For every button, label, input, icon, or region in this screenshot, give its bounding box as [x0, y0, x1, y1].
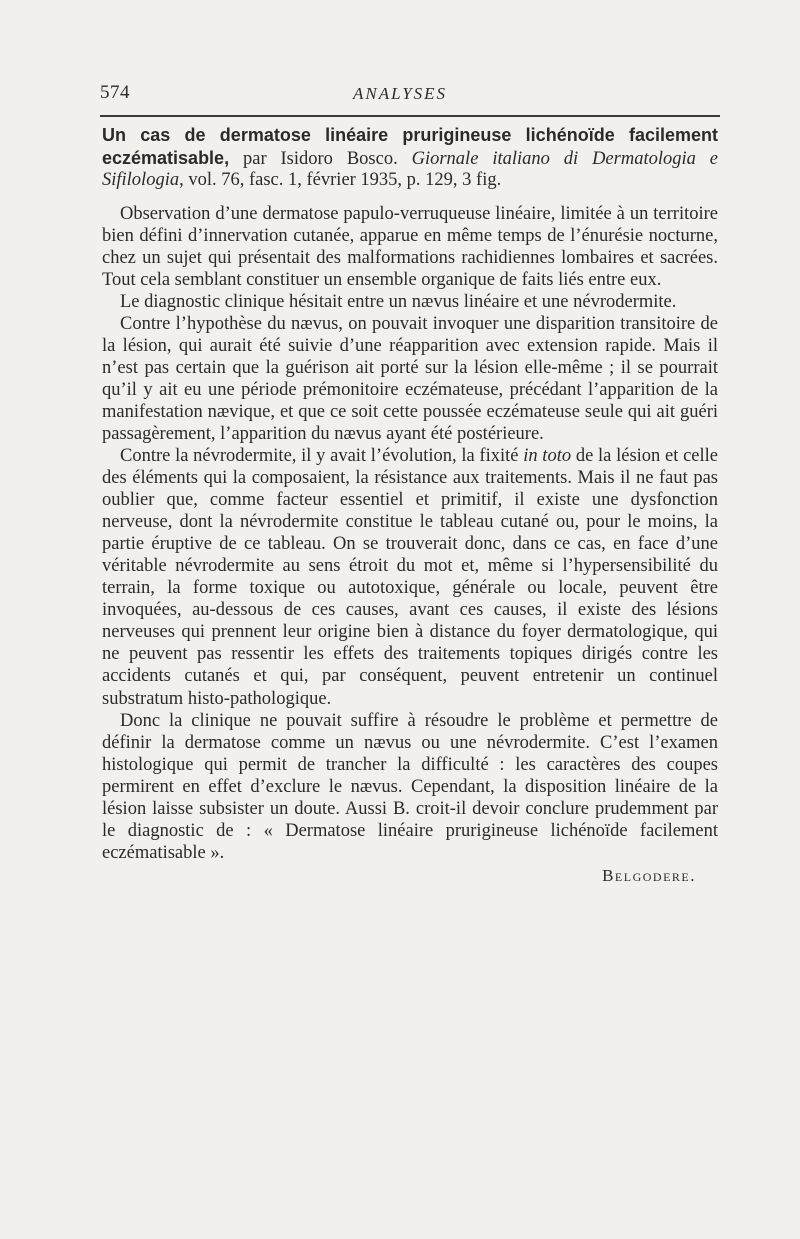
- article-citation: , vol. 76, fasc. 1, février 1935, p. 129, 3 fig.: [179, 170, 502, 190]
- header-rule: [100, 115, 720, 117]
- paragraph-4: [102, 445, 718, 710]
- running-title: ANALYSES: [352, 84, 448, 103]
- paragraph-4-rest: de la lésion et celle des éléments qui la composaient, la résistance aux traitements. Mais il ne faut pas oublier que, comme facteur essentiel et primitif, il existe une dysfonction nerveuse, dont la névrodermite constitue le tableau cutané ou, pour le moins, la partie éruptive de ce tableau. On se trouverait donc, dans ce cas, en face d’une véritable névrodermite au sens étroit du mot et, même si l’hypersensibilité du terrain, la forme toxique ou autotoxique, générale ou locale, peuvent être invoquées, au-dessous de ces causes, avant ces causes, il existe des lésions nerveuses qui prennent leur origine bien à distance du foyer dermatologique, qui ne peuvent pas ressentir les effets des traitements topiques dirigés contre les accidents cutanés et qui, par conséquent, peuvent entretenir un continuel substratum histo-pathologique.: [102, 446, 718, 709]
- article-journal: Giornale italiano di Dermatologia e Sifilologia: [102, 148, 718, 190]
- paragraph-1: Observation d’une dermatose papulo-verruqueuse linéaire, limitée à un territoire bien défini d’innervation cutanée, apparue en même temps de l’énurésie nocturne, chez un sujet qui présentait des malformations rachidiennes lombaires et sacrées. Tout cela semblant constituer un ensemble organique de faits liés entre eux.: [102, 203, 718, 290]
- signature: [102, 866, 718, 886]
- article-author: par Isidoro Bosco.: [229, 148, 412, 169]
- signature-name: Belgodere.: [602, 865, 696, 885]
- page-number: 574: [100, 82, 130, 103]
- article-heading: [102, 125, 718, 192]
- paragraph-4-start: Contre la névrodermite, il y avait l’évolution, la fixité: [120, 446, 524, 467]
- paragraph-4-italic: in toto: [523, 446, 572, 467]
- paragraph-3: Contre l’hypothèse du nævus, on pouvait invoquer une disparition transitoire de la lésion, qui aurait été suivie d’une réapparition avec extension rapide. Mais il n’est pas certain que la guérison ait porté sur la lésion elle-même ; il se pourrait qu’il y ait eu une période prémonitoire eczémateuse, précédant l’apparition de la manifestation nævique, et que ce soit cette poussée eczémateuse seule qui ait guéri passagèrement, l’apparition du nævus ayant été postérieure.: [102, 313, 718, 444]
- article-title: Un cas de dermatose linéaire prurigineuse lichénoïde facilement eczématisable,: [102, 125, 718, 168]
- article: [102, 125, 718, 886]
- paragraph-5: Donc la clinique ne pouvait suffire à résoudre le problème et permettre de définir la dermatose comme un nævus ou une névrodermite. C’est l’examen histologique qui permit de trancher la difficulté : les caractères des coupes permirent en effet d’exclure le nævus. Cependant, la disposition linéaire de la lésion laisse subsister un doute. Aussi B. croit-il devoir conclure prudemment par le diagnostic de : « Dermatose linéaire prurigineuse lichénoïde facilement eczématisable ».: [102, 710, 718, 863]
- paragraph-2: Le diagnostic clinique hésitait entre un nævus linéaire et une névrodermite.: [120, 291, 677, 312]
